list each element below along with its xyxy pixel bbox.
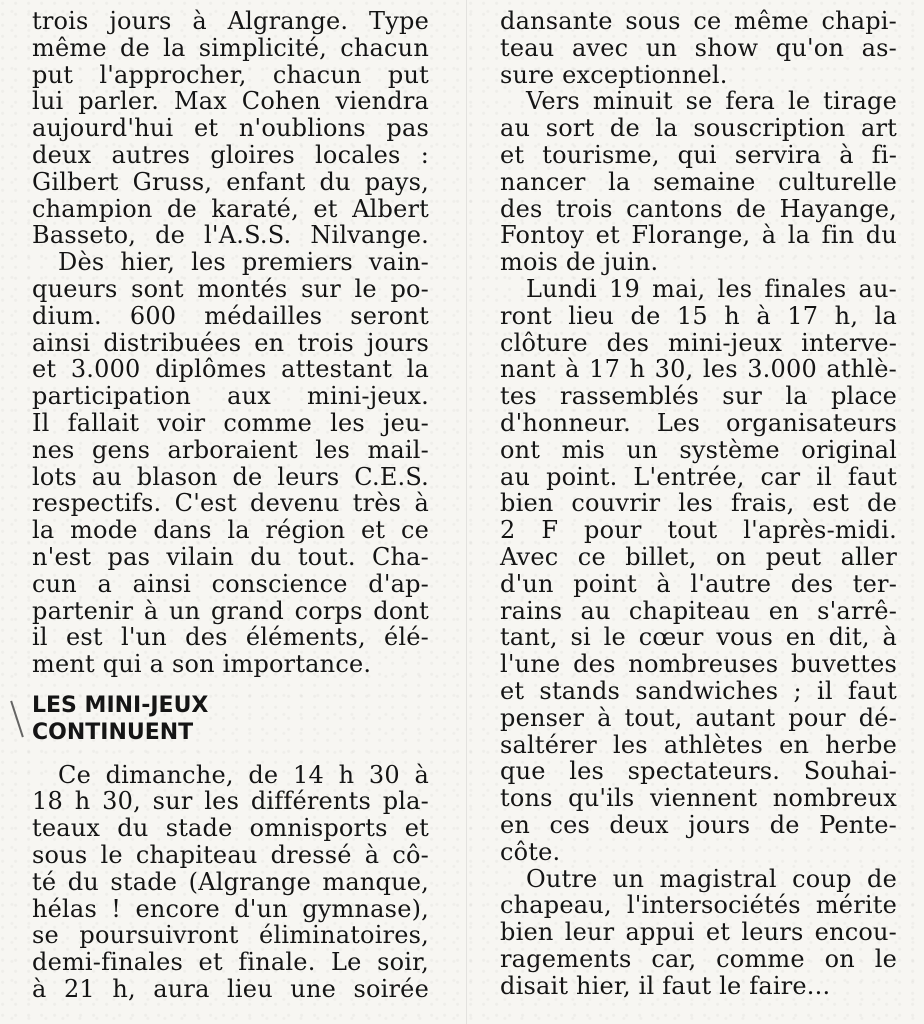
article-line: d'honneur. Les organisateurs: [500, 408, 897, 437]
section-heading: CONTINUENT: [32, 719, 194, 745]
article-line: Dès hier, les premiers vain-: [58, 248, 429, 277]
article-line: la mode dans la région et ce: [32, 516, 429, 545]
article-line: dium. 600 médailles seront: [32, 301, 429, 330]
article-line: penser à tout, autant pour dé-: [500, 703, 897, 732]
article-line: nancer la semaine culturelle: [500, 167, 897, 196]
article-line: au sort de la souscription art: [500, 114, 897, 143]
article-line: et tourisme, qui servira à fi-: [500, 140, 897, 169]
article-line: tant, si le cœur vous en dit, à: [500, 623, 897, 652]
article-line: que les spectateurs. Souhai-: [500, 757, 897, 786]
article-line: chapeau, l'intersociétés mérite: [500, 891, 897, 920]
article-line: put l'approcher, chacun put: [32, 60, 429, 89]
article-line: cun a ainsi conscience d'ap-: [32, 569, 429, 598]
article-line: participation aux mini-jeux.: [32, 382, 429, 411]
article-line: respectifs. C'est devenu très à: [32, 489, 429, 518]
article-line: Vers minuit se fera le tirage: [526, 87, 897, 116]
article-line: n'est pas vilain du tout. Cha-: [32, 542, 429, 571]
article-line: 2 F pour tout l'après-midi.: [500, 516, 897, 545]
left-column: [32, 8, 429, 1003]
article-line: côte.: [500, 837, 561, 866]
article-line: nant à 17 h 30, les 3.000 athlè-: [500, 355, 897, 384]
article-line: disait hier, il faut le faire...: [500, 971, 831, 1000]
article-line: et stands sandwiches ; il faut: [500, 676, 897, 705]
article-line: lui parler. Max Cohen viendra: [32, 87, 429, 116]
article-line: Fontoy et Florange, à la fin du: [500, 221, 897, 250]
article-line: Lundi 19 mai, les finales au-: [526, 274, 897, 303]
article-line: dansante sous ce même chapi-: [500, 7, 897, 35]
article-line: même de la simplicité, chacun: [32, 33, 429, 62]
article-line: ragements car, comme on le: [500, 944, 897, 973]
article-line: rains au chapiteau en s'arrê-: [500, 596, 897, 625]
article-line: d'un point à l'autre des ter-: [500, 569, 897, 598]
article-line: deux autres gloires locales :: [32, 140, 429, 169]
section-heading: LES MINI-JEUX: [32, 692, 209, 718]
article-line: se poursuivront éliminatoires,: [32, 921, 429, 950]
article-line: Avec ce billet, on peut aller: [500, 542, 897, 571]
article-line: té du stade (Algrange manque,: [32, 867, 429, 896]
article-line: 18 h 30, sur les différents pla-: [32, 787, 429, 816]
article-line: ment qui a son importance.: [32, 650, 372, 679]
article-line: trois jours à Algrange. Type: [32, 7, 429, 35]
article-line: tes rassemblés sur la place: [500, 382, 897, 411]
article-line: nes gens arboraient les mail-: [32, 435, 429, 464]
article-line: champion de karaté, et Albert: [32, 194, 429, 223]
article-line: bien leur appui et leurs encou-: [500, 918, 897, 947]
article-line: bien couvrir les frais, est de: [500, 489, 897, 518]
article-line: ainsi distribuées en trois jours: [32, 328, 429, 357]
article-line: l'une des nombreuses buvettes: [500, 650, 897, 679]
article-line: aujourd'hui et n'oublions pas: [32, 114, 429, 143]
article-line: à 21 h, aura lieu une soirée: [32, 974, 429, 1003]
article-line: Ce dimanche, de 14 h 30 à: [58, 760, 429, 789]
article-line: ront lieu de 15 h à 17 h, la: [500, 301, 897, 330]
article-line: des trois cantons de Hayange,: [500, 194, 897, 223]
article-line: il est l'un des éléments, élé-: [32, 623, 429, 652]
article-line: saltérer les athlètes en herbe: [500, 730, 897, 759]
article-line: demi-finales et finale. Le soir,: [32, 948, 429, 977]
right-column: [500, 8, 897, 999]
margin-mark: [10, 701, 24, 738]
article-line: Basseto, de l'A.S.S. Nilvange.: [32, 221, 429, 250]
article-line: Il fallait voir comme les jeu-: [32, 408, 429, 437]
article-line: teau avec un show qu'on as-: [500, 33, 897, 62]
article-line: mois de juin.: [500, 248, 659, 277]
article-line: et 3.000 diplômes attestant la: [32, 355, 429, 384]
article-line: partenir à un grand corps dont: [32, 596, 429, 625]
article-line: au point. L'entrée, car il faut: [500, 462, 897, 491]
article-line: lots au blason de leurs C.E.S.: [32, 462, 429, 491]
article-line: clôture des mini-jeux interve-: [500, 328, 897, 357]
article-line: en ces deux jours de Pente-: [500, 810, 897, 839]
article-line: Outre un magistral coup de: [526, 864, 897, 893]
column-divider: [466, 0, 467, 1024]
article-line: sous le chapiteau dressé à cô-: [32, 840, 429, 869]
article-line: hélas ! encore d'un gymnase),: [32, 894, 429, 923]
article-line: queurs sont montés sur le po-: [32, 274, 429, 303]
article-line: sure exceptionnel.: [500, 60, 728, 89]
article-line: tons qu'ils viennent nombreux: [500, 784, 897, 813]
article-line: teaux du stade omnisports et: [32, 814, 429, 843]
article-line: Gilbert Gruss, enfant du pays,: [32, 167, 429, 196]
article-line: ont mis un système original: [500, 435, 897, 464]
